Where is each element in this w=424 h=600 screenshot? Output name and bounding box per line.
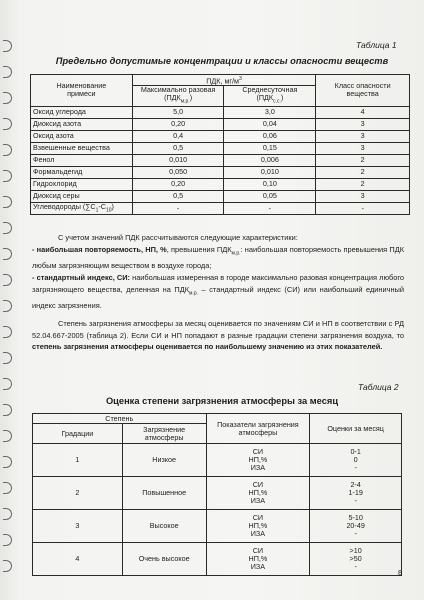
table-row: Диоксид серы 0,5 0,05 3 <box>31 190 410 202</box>
table-row: Фенол 0,010 0,006 2 <box>31 154 410 166</box>
table-row: 1 Низкое СИ НП,% ИЗА 0-1 0 - <box>33 444 402 477</box>
paragraph-intro: С учетом значений ПДК рассчитываются следующие характеристики: <box>58 233 298 242</box>
table-row: 3 Высокое СИ НП,% ИЗА 5-10 20-49 - <box>33 510 402 543</box>
page-number: 8 <box>398 568 403 577</box>
table1-header-name: Наименование примеси <box>31 75 133 107</box>
table2-header-pollution: Загрязнение атмосферы <box>122 424 206 444</box>
table1-title: Предельно допустимые концентрации и классы опасности веществ <box>55 56 389 66</box>
binding-rings <box>0 0 14 600</box>
table-row: Оксид углерода 5,0 3,0 4 <box>31 106 410 118</box>
table-row: 2 Повышенное СИ НП,% ИЗА 2-4 1-19 - <box>33 477 402 510</box>
table2-title: Оценка степени загрязнения атмосферы за месяц <box>105 396 339 406</box>
table2-header-indicators: Показатели загрязнения атмосферы <box>206 414 310 444</box>
table1-header-hazard-class: Класс опасности вещества <box>316 75 410 107</box>
table1-header-max-single: Максимально разовая $(ПДК_{м.р.})$ <box>132 86 224 106</box>
table1-header-pdk: ПДК, $мг/м^3$ <box>132 75 316 86</box>
body-text <box>32 232 404 353</box>
table-row: Гидрохлорид 0,20 0,10 2 <box>31 178 410 190</box>
paragraph-si: - стандартный индекс, СИ: наибольшая измеренная в городе максимально разовая концентрация любого загрязняющего вещества, деленная на $ПДК_{м.р.}$ – стандартный индекс (СИ) или наибольший единичный индекс загрязнения. <box>32 272 405 310</box>
table2-header-gradation: Градации <box>33 424 123 444</box>
table-row: Углеводороды $(\sum С_1-С_{10})$ - - - <box>31 202 410 214</box>
table-row: Взвешенные вещества 0,5 0,15 3 <box>31 142 410 154</box>
table2-header-degree: Степень <box>33 414 207 424</box>
table2-header-estimates: Оценки за месяц <box>310 414 402 444</box>
table1-caption: Таблица 1 <box>356 40 397 50</box>
table1-header-daily-avg: Среднесуточная $(ПДК_{с.с.})$ <box>224 86 316 106</box>
table-row: Оксид азота 0,4 0,06 3 <box>31 130 410 142</box>
table2-caption: Таблица 2 <box>358 382 399 392</box>
table1 <box>30 74 410 215</box>
table-row: Диоксид азота 0,20 0,04 3 <box>31 118 410 130</box>
paragraph-assessment: Степень загрязнения атмосферы за месяц оценивается по значениям СИ и НП в соответствии с РД 52.04.667-2005 (таблица 2). Если СИ и НП попадают в разные градации степени загрязнения воздуха, то степень загрязнения атмосферы оценивается по наибольшему значению из этих показателей. <box>32 318 404 352</box>
table-row: 4 Очень высокое СИ НП,% ИЗА >10 >50 - <box>33 543 402 576</box>
paragraph-np: - наибольшая повторяемость, НП, %, превышения $ПДК_{м.р.}$: наибольшая повторяемость превышения ПДК любым загрязняющим веществом в воздухе города; <box>32 244 405 271</box>
table-row: Формальдегид 0,050 0,010 2 <box>31 166 410 178</box>
table2 <box>32 413 402 576</box>
